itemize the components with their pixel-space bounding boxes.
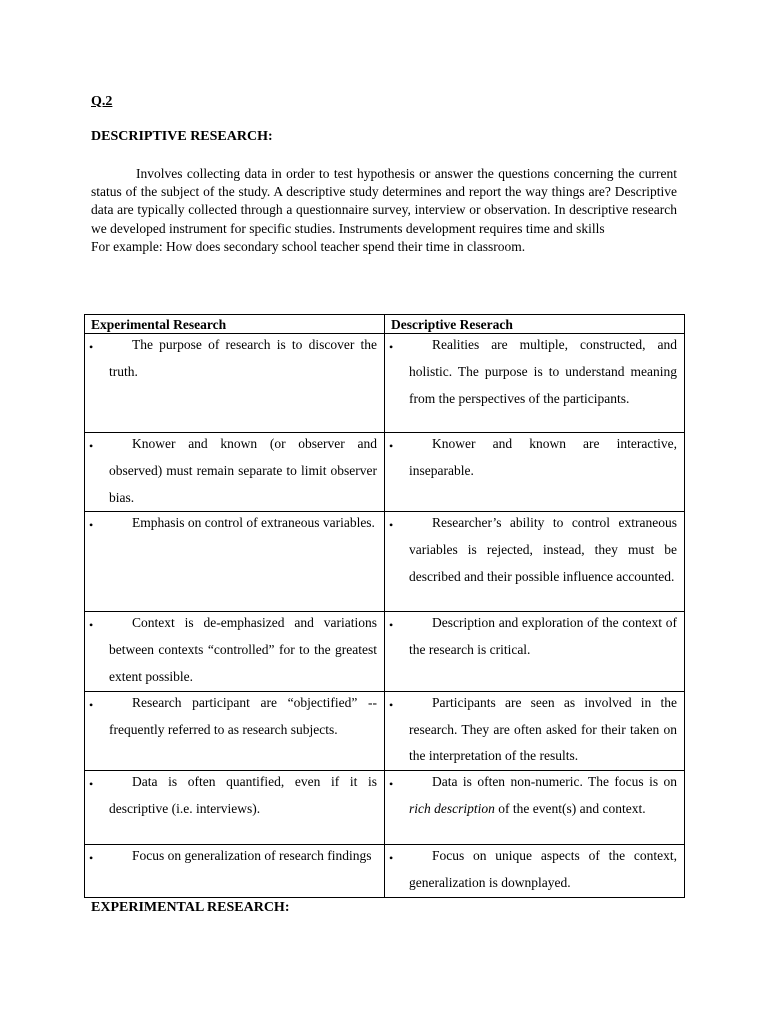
bullet-icon: •	[389, 340, 394, 354]
bullet-icon: •	[389, 697, 394, 712]
table-row	[85, 512, 685, 612]
cell-text: Context is de-emphasized and variations between contexts “controlled” for to the greatest extent possible.	[109, 615, 377, 684]
cell-text: Focus on unique aspects of the context, generalization is downplayed.	[409, 848, 677, 890]
table-row	[85, 334, 685, 433]
header-descriptive: Descriptive Reserach	[385, 315, 685, 334]
descriptive-cell	[385, 771, 685, 845]
cell-text: Participants are seen as involved in the research. They are often asked for their taken on the interpretation of the results.	[409, 694, 677, 764]
bullet-icon: •	[89, 439, 94, 453]
cell-text: Data is often quantified, even if it is descriptive (i.e. interviews).	[109, 774, 377, 816]
emphasized-text: rich description	[409, 800, 495, 816]
bullet-icon: •	[389, 777, 394, 792]
bullet-icon: •	[389, 518, 394, 533]
experimental-research-heading: EXPERIMENTAL RESEARCH:	[91, 900, 290, 915]
experimental-cell	[85, 612, 385, 691]
cell-text: Knower and known are interactive, inseparable.	[409, 436, 677, 478]
table-row	[85, 433, 685, 512]
comparison-table	[84, 314, 685, 898]
intro-text	[91, 165, 677, 256]
table-row	[85, 612, 685, 691]
cell-text: Researcher’s ability to control extraneous variables is rejected, instead, they must be described and their possible influence accounted.	[409, 515, 677, 584]
experimental-cell	[85, 433, 385, 512]
table-row	[85, 771, 685, 845]
descriptive-cell	[385, 691, 685, 770]
cell-text: Knower and known (or observer and observed) must remain separate to limit observer bias.	[109, 436, 377, 505]
cell-text: Data is often non-numeric. The focus is on	[432, 774, 677, 790]
bullet-icon: •	[89, 777, 94, 792]
bullet-icon: •	[89, 340, 94, 354]
intro-paragraph: Involves collecting data in order to test hypothesis or answer the questions concerning the current status of the subject of the study. A descriptive study determines and report the way things are? Descriptive data are typically collected through a questionnaire survey, interview or observation. In descriptive research we developed instrument for specific studies. Instruments development requires time and skills	[91, 166, 677, 236]
question-label: Q.2	[91, 94, 113, 109]
experimental-cell	[85, 691, 385, 770]
bullet-icon: •	[89, 697, 94, 712]
table-row	[85, 845, 685, 898]
bullet-icon: •	[89, 518, 94, 533]
example-line: For example: How does secondary school teacher spend their time in classroom.	[91, 238, 526, 254]
cell-text: of the event(s) and context.	[494, 800, 646, 816]
experimental-cell	[85, 512, 385, 612]
experimental-cell	[85, 334, 385, 433]
descriptive-research-heading: DESCRIPTIVE RESEARCH:	[91, 129, 273, 144]
cell-text: The purpose of research is to discover the truth.	[109, 337, 377, 379]
bullet-icon: •	[89, 618, 94, 633]
descriptive-cell	[385, 845, 685, 898]
experimental-cell	[85, 771, 385, 845]
cell-text: Research participant are “objectified” -- frequently referred to as research subjects.	[109, 694, 377, 737]
descriptive-cell	[385, 334, 685, 433]
cell-text: Realities are multiple, constructed, and holistic. The purpose is to understand meaning from the perspectives of the participants.	[409, 337, 677, 406]
header-experimental: Experimental Research	[85, 315, 385, 334]
descriptive-cell	[385, 612, 685, 691]
bullet-icon: •	[389, 439, 394, 453]
cell-text: Emphasis on control of extraneous variables.	[132, 515, 375, 531]
descriptive-cell	[385, 433, 685, 512]
descriptive-cell	[385, 512, 685, 612]
bullet-icon: •	[389, 618, 394, 633]
table-row	[85, 691, 685, 770]
cell-text: Description and exploration of the context of the research is critical.	[409, 615, 677, 658]
cell-text: Focus on generalization of research findings	[132, 848, 372, 864]
experimental-cell	[85, 845, 385, 898]
bullet-icon: •	[89, 851, 94, 866]
table-header-row	[85, 315, 685, 334]
bullet-icon: •	[389, 851, 394, 866]
